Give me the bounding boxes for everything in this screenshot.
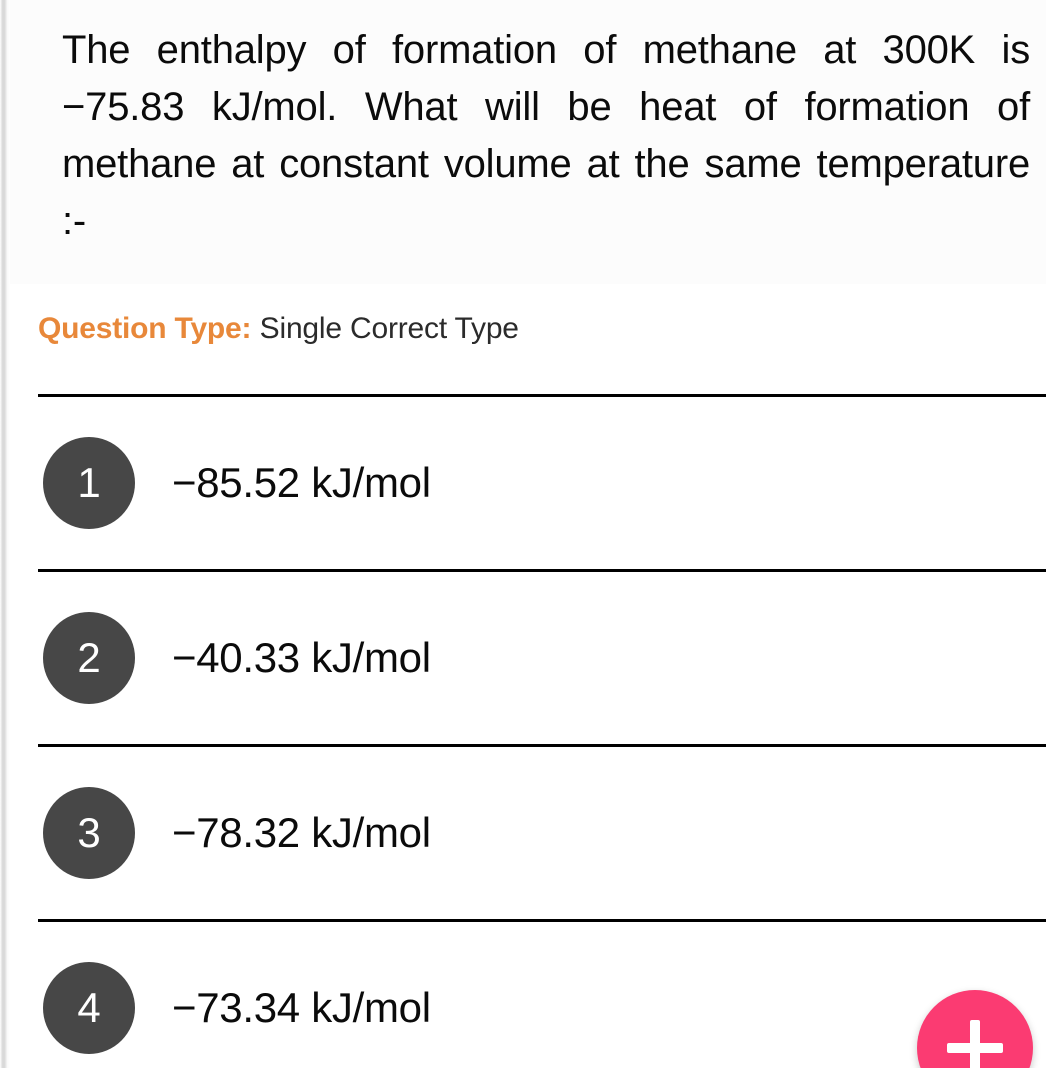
question-stem-block xyxy=(10,0,1046,284)
option-number-badge[interactable]: 4 xyxy=(43,962,135,1054)
option-number-badge[interactable]: 3 xyxy=(43,787,135,879)
option-number-badge[interactable]: 2 xyxy=(43,612,135,704)
option-label[interactable]: −78.32 kJ/mol xyxy=(172,809,431,856)
option-row-1[interactable] xyxy=(10,397,1046,569)
question-text: The enthalpy of formation of methane at 300K is −75.83 kJ/mol. What will be heat of formation of methane at constant volume at the same temperature :- xyxy=(62,28,1030,243)
question-screen xyxy=(10,0,1046,1068)
plus-icon xyxy=(947,1020,1003,1068)
option-row-2[interactable] xyxy=(10,572,1046,744)
option-row-3[interactable] xyxy=(10,747,1046,919)
question-type-label: Question Type: xyxy=(38,312,252,345)
options-list xyxy=(10,394,1046,1068)
question-type-value: Single Correct Type xyxy=(259,312,519,345)
option-label[interactable]: −73.34 kJ/mol xyxy=(172,984,431,1031)
question-type-row xyxy=(10,284,1046,348)
option-label[interactable]: −85.52 kJ/mol xyxy=(172,459,431,506)
option-number-badge[interactable]: 1 xyxy=(43,437,135,529)
option-row-4[interactable] xyxy=(10,922,1046,1068)
page-left-edge xyxy=(0,0,10,1068)
option-label[interactable]: −40.33 kJ/mol xyxy=(172,634,431,681)
